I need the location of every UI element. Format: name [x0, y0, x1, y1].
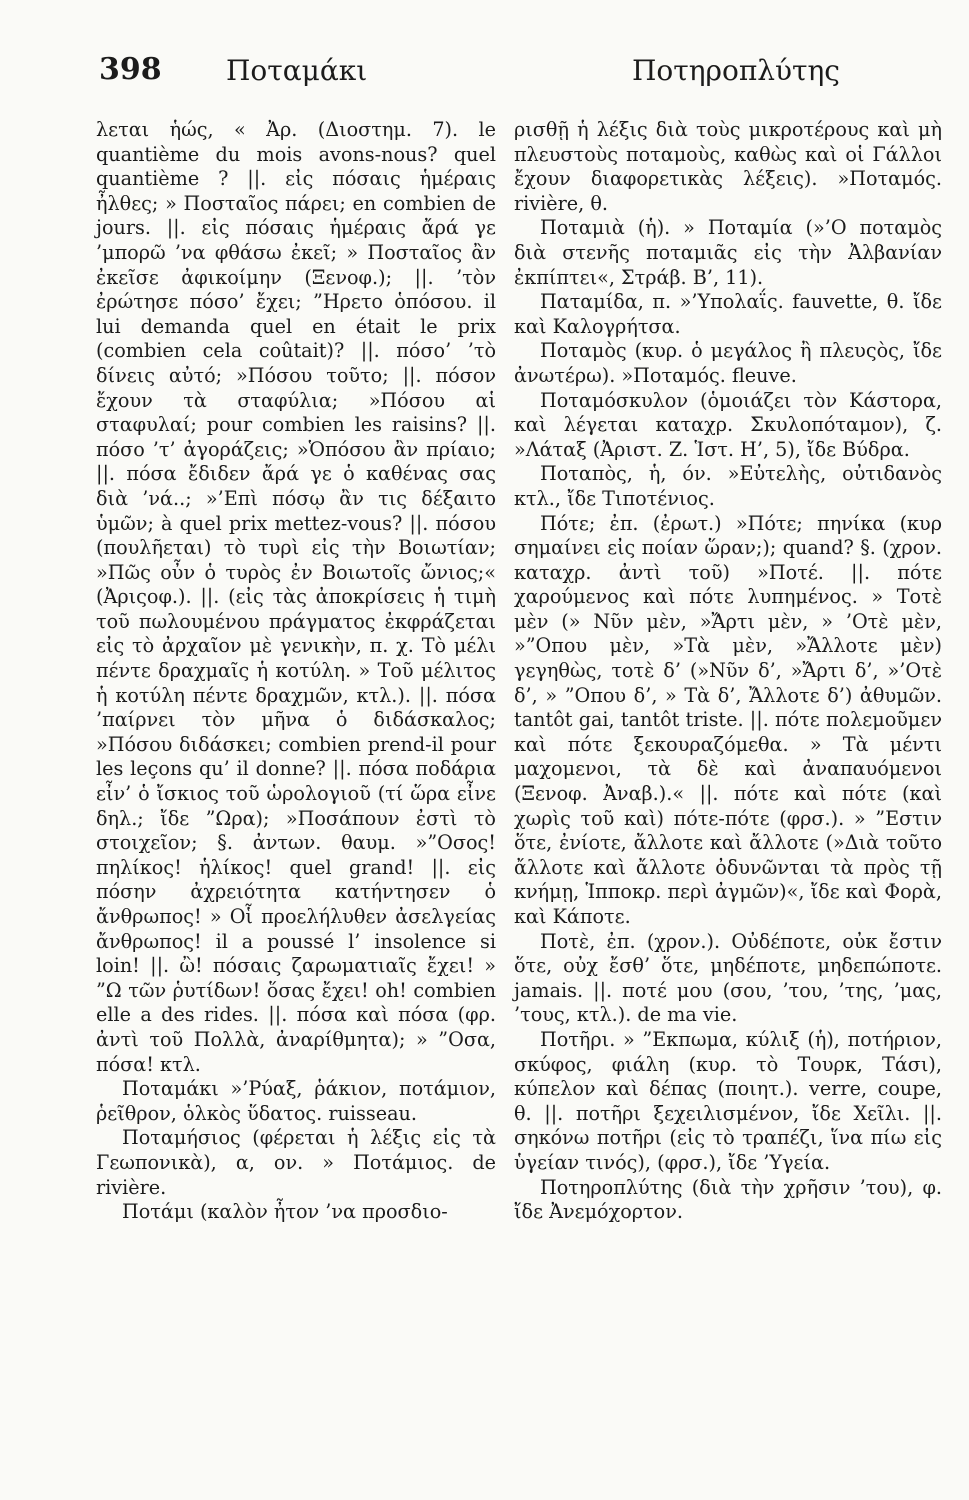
entry-paragraph: ρισθῇ ἡ λέξις διὰ τοὺς μικροτέρους καὶ μὴ πλευστοὺς ποταμοὺς, καθὼς καὶ οἱ Γάλλοι ἔχουν διαφορετικὰς λέξεις). »Ποταμός. rivière, θ. [514, 118, 942, 215]
entry-paragraph: Ποταπὸς, ἡ, όν. »Εὐτελὴς, οὐτιδανὸς κτλ., ἴδε Τιποτένιος. [514, 462, 942, 510]
entry-paragraph: Παταμίδα, π. »’Υπολαΐς. fauvette, θ. ἴδε καὶ Καλογρήτσα. [514, 290, 942, 338]
running-head-last-entry: Ποτηροπλύτης [632, 54, 840, 87]
entry-paragraph: Ποταμόσκυλον (ὁμοιάζει τὸν Κάστορα, καὶ λέγεται καταχρ. Σκυλοπόταμον), ζ. »Λάταξ (Ἀριστ. Ζ. Ἱστ. Η’, 5), ἴδε Βύδρα. [514, 388, 942, 461]
entry-paragraph: Ποτὲ, ἐπ. (χρον.). Οὐδέποτε, οὐκ ἔστιν ὅτε, οὐχ ἔσθ’ ὅτε, μηδέποτε, μηδεπώποτε. jamais. ||. ποτέ μου (σου, ’του, ’της, ’μας, ’τους, κτλ.). de ma vie. [514, 929, 942, 1027]
right-column [514, 118, 942, 1225]
entry-paragraph: Ποταμήσιος (φέρεται ἡ λέξις εἰς τὰ Γεωπονικὰ), α, ον. » Ποτάμιος. de rivière. [96, 1126, 496, 1199]
entry-paragraph: Ποταμιὰ (ἡ). » Ποταμία (»’Ο ποταμὸς διὰ στενῆς ποταμιᾶς εἰς τὴν Ἀλβανίαν ἐκπίπτει«, Στράβ. Β’, 11). [514, 216, 942, 289]
page-number: 398 [99, 52, 162, 87]
entry-paragraph: Ποτηροπλύτης (διὰ τὴν χρῆσιν ’του), φ. ἴδε Ἀνεμόχορτον. [514, 1175, 942, 1224]
entry-paragraph: Ποταμάκι »’Ρύαξ, ῥάκιον, ποτάμιον, ῥεῖθρον, ὁλκὸς ὕδατος. ruisseau. [96, 1077, 496, 1125]
entry-paragraph: Ποταμὸς (κυρ. ὁ μεγάλος ἢ πλευςὸς, ἴδε ἀνωτέρω). »Ποταμός. fleuve. [514, 339, 942, 387]
running-head-first-entry: Ποταμάκι [226, 54, 368, 87]
left-column [96, 118, 496, 1225]
page-header [0, 52, 969, 98]
entry-paragraph: Ποτῆρι. » ”Εκπωμα, κύλιξ (ἡ), ποτήριον, σκύφος, φιάλη (κυρ. τὸ Τουρκ, Τάσι), κύπελον καὶ δέπας (ποιητ.). verre, coupe, θ. ||. ποτῆρι ξεχειλισμένον, ἴδε Χεῖλι. ||. σηκόνω ποτῆρι (εἰς τὸ τραπέζι, ἵνα πίω εἰς ὑγείαν τινός), (φρσ.), ἴδε ’Υγεία. [514, 1027, 942, 1174]
entry-paragraph: λεται ἡώς, « Ἀρ. (Διοστημ. 7). le quantième du mois avons-nous? quel quantième ? ||. εἰς πόσαις ἡμέραις ἦλθες; » Ποσταῖος πάρει; en combien de jours. ||. εἰς πόσαις ἡμέραις ἄρά γε ’μπορῶ ’να φθάσω ἐκεῖ; » Ποσταῖος ἂν ἐκεῖσε ἀφικοίμην (Ξενοφ.); ||. ’τὸν ἐρώτησε πόσο’ ἔχει; ”Ηρετο ὁπόσου. il lui demanda quel en était le prix (combien cela coûtait)? ||. πόσο’ ’τὸ δίνεις αὐτό; »Πόσου τοῦτο; ||. πόσον ἔχουν τὰ σταφύλια; »Πόσου αἱ σταφυλαί; pour combien les raisins? ||. πόσο ’τ’ ἀγοράζεις; »Ὁπόσου ἂν πρίαιο; ||. πόσα ἔδιδεν ἄρά γε ὁ καθένας σας διὰ ’νά..; »’Επὶ πόσῳ ἂν τις δέξαιτο ὑμῶν; à quel prix mettez-vous? ||. πόσου (πουλῆεται) τὸ τυρὶ εἰς τὴν Βοιωτίαν; »Πῶς οὖν ὁ τυρὸς ἐν Βοιωτοῖς ὤνιος;« (Ἀριςοφ.). ||. (εἰς τὰς ἀποκρίσεις ἡ τιμὴ τοῦ πωλουμένου πράγματος ἐκφράζεται εἰς τὸ ἀρχαῖον μὲ γενικὴν, π. χ. Τὸ μέλι πέντε δραχμαῖς ἡ κοτύλη. » Τοῦ μέλιτος ἡ κοτύλη πέντε δραχμῶν, κτλ.). ||. πόσα ’παίρνει τὸν μῆνα ὁ διδάσκαλος; »Πόσου διδάσκει; combien prend-il pour les leçons qu’ il donne? ||. πόσα ποδάρια εἶν’ ὁ ἴσκιος τοῦ ὡρολογιοῦ (τί ὥρα εἶνε δηλ.; ἴδε ”Ωρα); »Ποσάπουν ἐστὶ τὸ στοιχεῖον; §. ἀντων. θαυμ. »”Οσος! πηλίκος! ἡλίκος! quel grand! ||. εἰς πόσην ἀχρειότητα κατήντησεν ὁ ἄνθρωπος! » Οἷ προελήλυθεν ἀσελγείας ἄνθρωπος! il a poussé l’ insolence si loin! ||. ὢ! πόσαις ζαρωματιαῖς ἔχει! » ”Ω τῶν ῥυτίδων! ὅσας ἔχει! oh! combien elle a des rides. ||. πόσα καὶ πόσα (φρ. ἀντὶ τοῦ Πολλὰ, ἀναρίθμητα); » ”Οσα, πόσα! κτλ. [96, 118, 496, 1076]
entry-paragraph: Ποτάμι (καλὸν ἦτον ’να προσδιο- [122, 1200, 448, 1224]
entry-paragraph: Πότε; ἐπ. (ἐρωτ.) »Πότε; πηνίκα (κυρ σημαίνει εἰς ποίαν ὥραν;); quand? §. (χρον. καταχρ. ἀντὶ τοῦ) »Ποτέ. ||. πότε χαρούμενος καὶ πότε λυπημένος. » Τοτὲ μὲν (» Νῦν μὲν, »Ἄρτι μὲν, » ’Οτὲ μὲν, »”Οπου μὲν, »Τὰ μὲν, »Ἄλλοτε μὲν) γεγηθὼς, τοτὲ δ’ (»Νῦν δ’, »Ἄρτι δ’, »’Οτὲ δ’, » ”Οπου δ’, » Τὰ δ’, Ἄλλοτε δ’) ἀθυμῶν. tantôt gai, tantôt triste. ||. πότε πολεμοῦμεν καὶ πότε ξεκουραζόμεθα. » Τὰ μέντι μαχομενοι, τὰ δὲ καὶ ἀναπαυόμενοι (Ξενοφ. Ἀναβ.).« ||. πότε καὶ πότε (καὶ χωρὶς τοῦ καὶ) πότε-πότε (φρσ.). » ”Εστιν ὅτε, ἐνίοτε, ἄλλοτε καὶ ἄλλοτε (»Διὰ τοῦτο ἄλλοτε καὶ ἄλλοτε ὀδυνῶνται τὰ πρὸς τῇ κνήμῃ, Ἱπποκρ. περὶ ἀγμῶν)«, ἴδε καὶ Φορὰ, καὶ Κάποτε. [514, 511, 942, 928]
